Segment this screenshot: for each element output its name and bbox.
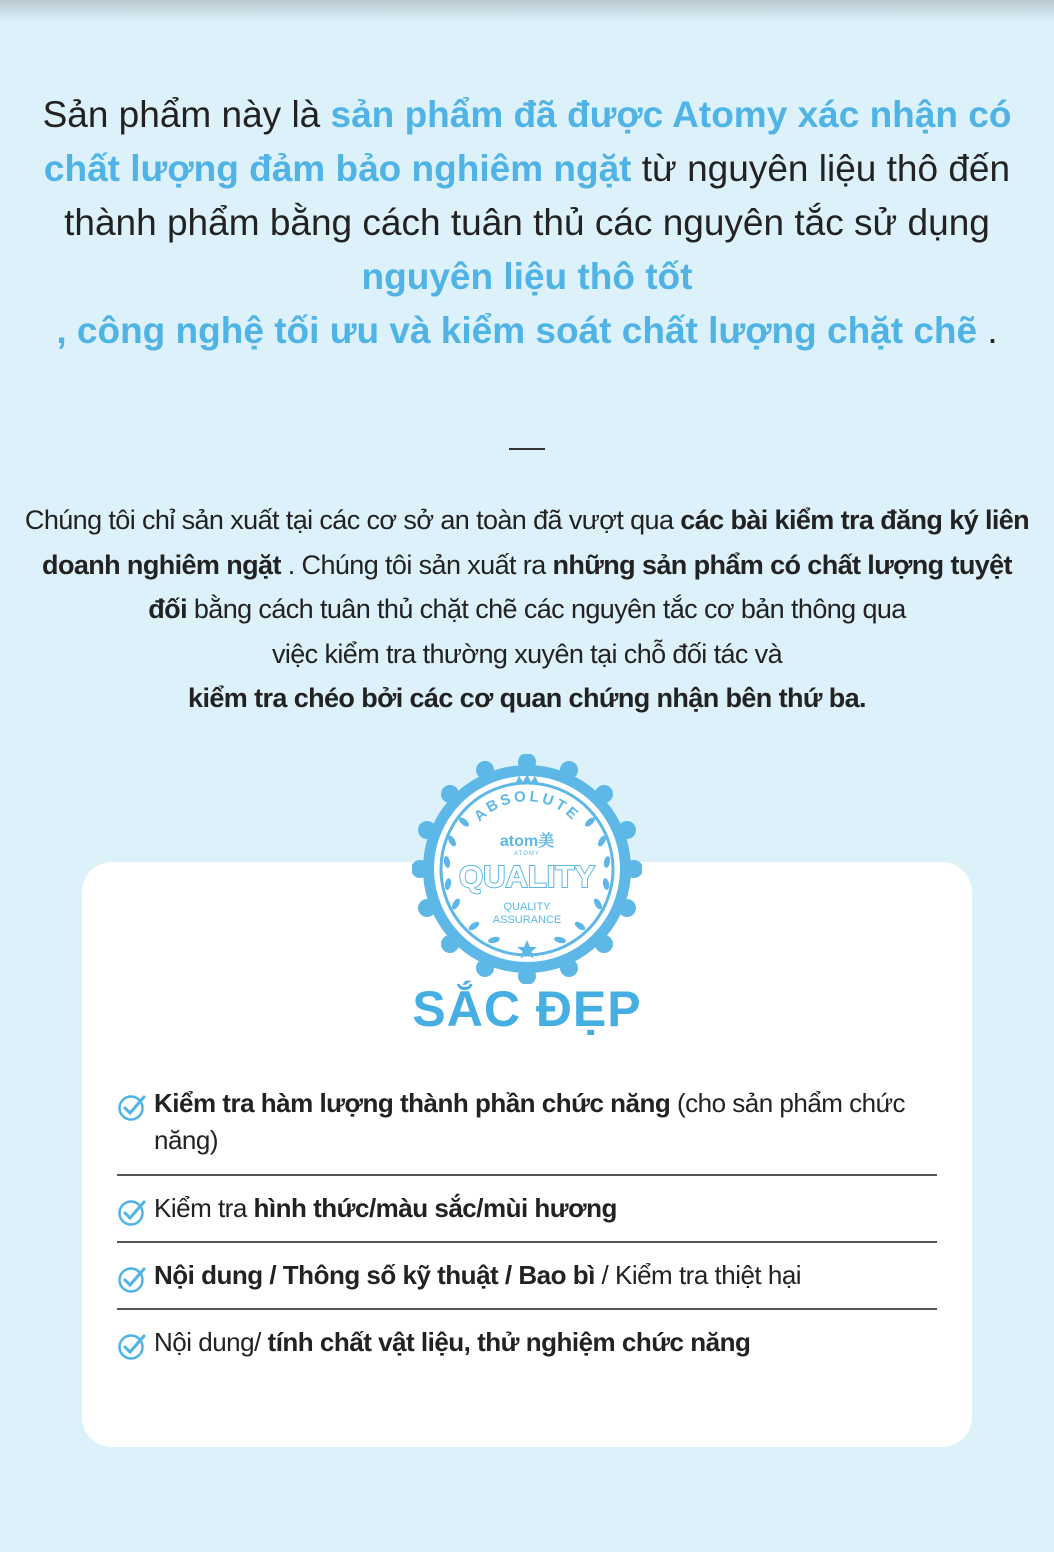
check-circle-icon: [117, 1092, 147, 1122]
desc-text-3: bằng cách tuân thủ chặt chẽ các nguyên tắc cơ bản thông qua: [186, 594, 906, 624]
intro-text-2: từ nguyên liệu thô đến thành phẩm bằng cách tuân thủ các nguyên tắc sử dụng: [64, 148, 1011, 243]
item-text: / Kiểm tra thiệt hại: [594, 1260, 802, 1290]
desc-text-2: . Chúng tôi sản xuất ra: [280, 549, 553, 580]
item-text: Nội dung/: [154, 1327, 268, 1357]
seal-brand-sub: ATOMY: [514, 851, 540, 857]
seal-arc-text: ABSOLUTE: [470, 787, 584, 825]
intro-text-3: .: [977, 310, 998, 351]
intro-text-1: Sản phẩm này là: [42, 94, 331, 135]
desc-bold-2: những sản phẩm có chất lượng tuyệt đối: [148, 549, 1012, 624]
desc-bold-3: kiểm tra chéo bởi các cơ quan chứng nhận bên thứ ba.: [188, 683, 866, 713]
seal-sub-text-1: QUALITY: [503, 901, 551, 913]
list-item: [117, 1308, 937, 1375]
section-divider: [509, 448, 545, 450]
intro-highlight-2: nguyên liệu thô tốt: [361, 256, 693, 297]
quality-check-list: [117, 1082, 937, 1375]
card-title: SẮC ĐẸP: [412, 981, 642, 1037]
list-item: [117, 1174, 937, 1241]
description-paragraph: [20, 498, 1034, 721]
intro-paragraph: [18, 88, 1036, 358]
seal-brand: atom美: [499, 833, 555, 850]
top-shadow: [0, 0, 1054, 22]
list-item: [117, 1241, 937, 1308]
check-circle-icon: [117, 1331, 147, 1361]
item-text: (cho sản phẩm chức năng): [154, 1088, 906, 1155]
intro-highlight-1: sản phẩm đã được Atomy xác nhận có chất lượng đảm bảo nghiêm ngặt: [43, 94, 1012, 189]
check-circle-icon: [117, 1264, 147, 1294]
seal-main-text: QUALITY: [458, 859, 596, 894]
desc-bold-1: các bài kiểm tra đăng ký liên doanh nghiêm ngặt: [42, 505, 1030, 580]
intro-highlight-3: , công nghệ tối ưu và kiểm soát chất lượng chặt chẽ: [56, 310, 978, 351]
quality-seal-icon: [412, 754, 642, 984]
seal-sub-text-2: ASSURANCE: [492, 914, 562, 926]
desc-text-4: việc kiểm tra thường xuyên tại chỗ đối tác và: [271, 638, 783, 669]
item-text: Kiểm tra: [154, 1193, 254, 1223]
item-bold: Nội dung / Thông số kỹ thuật / Bao bì: [154, 1260, 595, 1290]
item-bold: hình thức/màu sắc/mùi hương: [253, 1193, 617, 1223]
item-bold: Kiểm tra hàm lượng thành phần chức năng: [154, 1088, 671, 1118]
check-circle-icon: [117, 1197, 147, 1227]
item-bold: tính chất vật liệu, thử nghiệm chức năng: [267, 1327, 751, 1357]
list-item: [117, 1082, 937, 1174]
desc-text-1: Chúng tôi chỉ sản xuất tại các cơ sở an toàn đã vượt qua: [24, 505, 681, 535]
